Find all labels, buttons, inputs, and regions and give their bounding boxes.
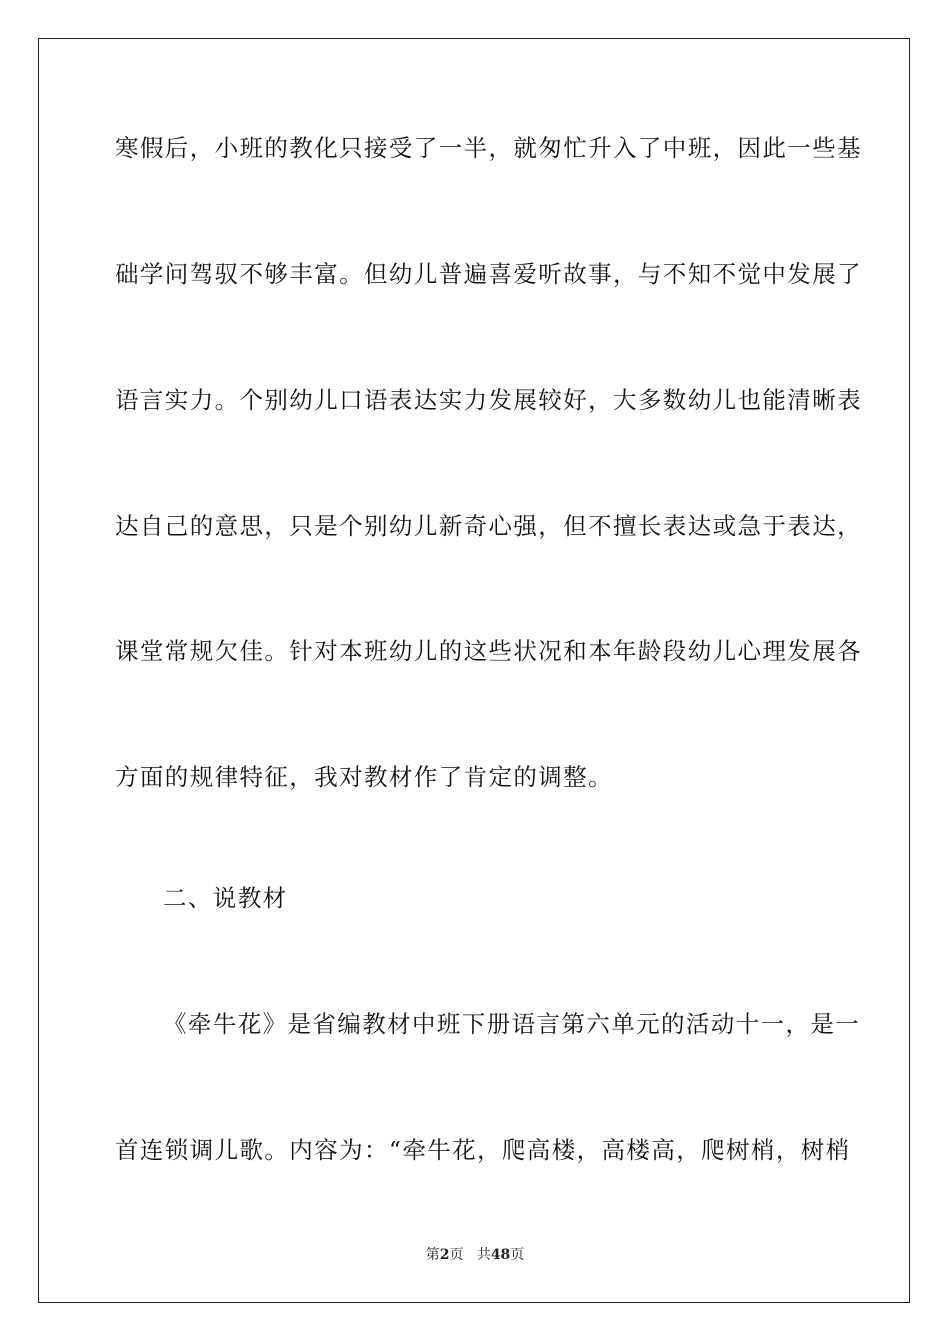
body-line-5: 课堂常规欠佳。针对本班幼儿的这些状况和本年龄段幼儿心理发展各 [115, 637, 862, 665]
body-line-6: 方面的规律特征，我对教材作了肯定的调整。 [115, 763, 613, 791]
footer-prefix: 第 [425, 1247, 440, 1263]
footer-total-unit: 页 [510, 1247, 525, 1263]
body-line-8: 《牵牛花》是省编教材中班下册语言第六单元的活动十一，是一 [163, 1010, 861, 1038]
body-line-4: 达自己的意思，只是个别幼儿新奇心强，但不擅长表达或急于表达， [115, 512, 862, 540]
footer-total-prefix: 共 [476, 1247, 491, 1263]
page-footer [0, 1246, 950, 1264]
body-line-3: 语言实力。个别幼儿口语表达实力发展较好，大多数幼儿也能清晰表 [115, 386, 862, 414]
section-heading: 二、说教材 [163, 884, 288, 912]
body-line-1: 寒假后，小班的教化只接受了一半，就匆忙升入了中班，因此一些基 [115, 134, 862, 162]
page-border [38, 38, 910, 1303]
body-line-9: 首连锁调儿歌。内容为：“牵牛花，爬高楼，高楼高，爬树梢，树梢 [115, 1136, 851, 1164]
footer-total-pages: 48 [490, 1247, 511, 1263]
body-line-2: 础学问驾驭不够丰富。但幼儿普遍喜爱听故事，与不知不觉中发展了 [115, 260, 862, 288]
footer-current-page: 2 [439, 1247, 450, 1263]
footer-page-unit: 页 [449, 1247, 464, 1263]
